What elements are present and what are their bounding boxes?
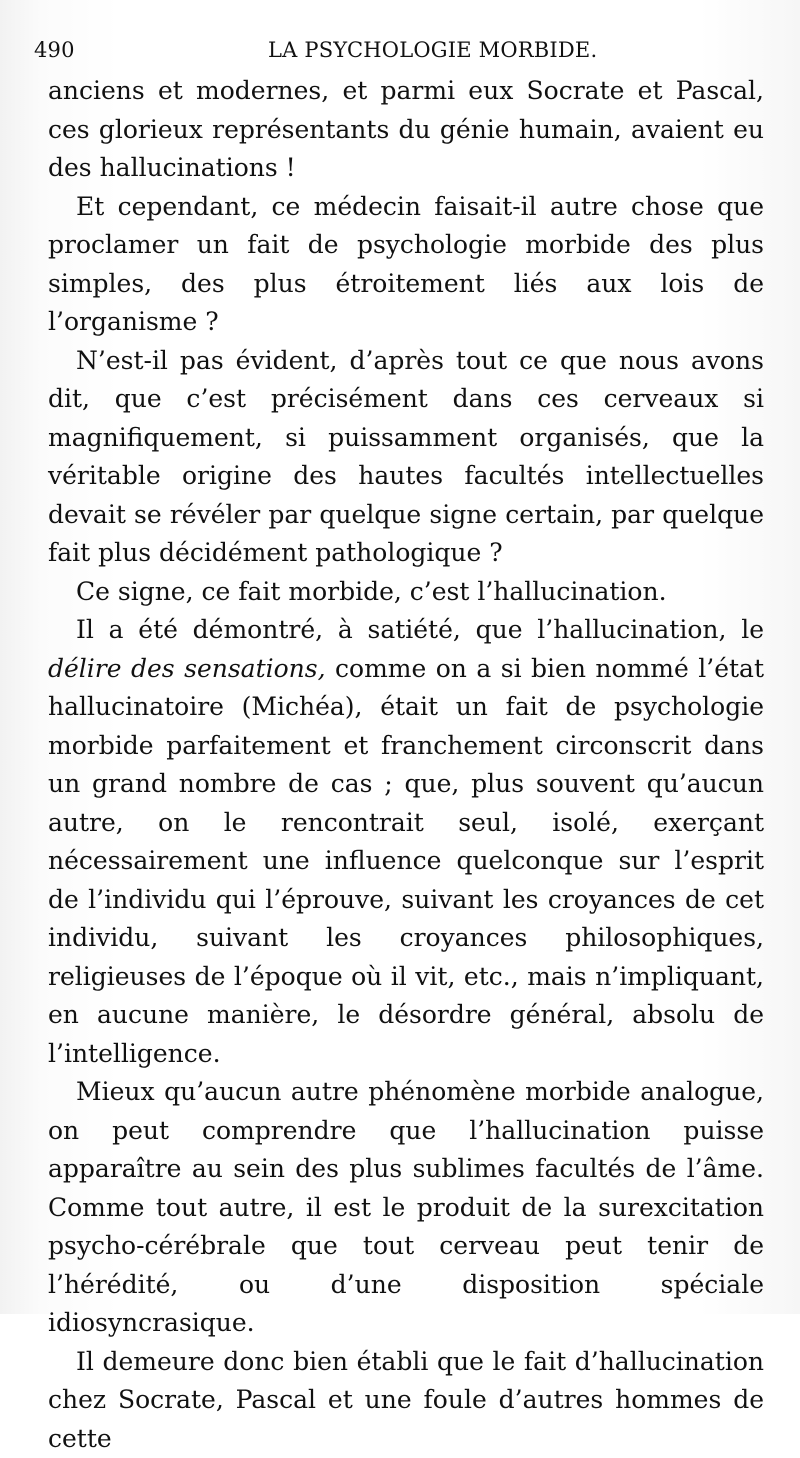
- paragraph-text-start: Il a été démontré, à satiété, que l’hallucination, le: [76, 615, 764, 644]
- paragraph: Mieux qu’aucun autre phénomène morbide analogue, on peut comprendre que l’hallucination puisse apparaître au sein des plus sublimes facultés de l’âme. Comme tout autre, il est le produit de la surexcitation psycho-cérébrale que tout cerveau peut tenir de l’hérédité, ou d’une disposition spéciale idiosyncrasique.: [48, 1073, 764, 1343]
- paragraph: N’est-il pas évident, d’après tout ce que nous avons dit, que c’est précisément dans ces cerveaux si magnifiquement, si puissamment organisés, que la véritable origine des hautes facultés intellectuelles devait se révéler par quelque signe certain, par quelque fait plus décidément pathologique ?: [48, 342, 764, 573]
- paragraph-text-end: comme on a si bien nommé l’état hallucinatoire (Michéa), était un fait de psychologie morbide parfaitement et franchement circonscrit dans un grand nombre de cas ; que, plus souvent qu’aucun autre, on le rencontrait seul, isolé, exerçant nécessairement une influence quelconque sur l’esprit de l’individu qui l’éprouve, suivant les croyances de cet individu, suivant les croyances philosophiques, religieuses de l’époque où il vit, etc., mais n’impliquant, en aucune manière, le désordre général, absolu de l’intelligence.: [48, 654, 764, 1068]
- body-text: [48, 72, 764, 1458]
- paragraph: Ce signe, ce fait morbide, c’est l’hallucination.: [48, 573, 764, 612]
- paragraph: Et cependant, ce médecin faisait-il autre chose que proclamer un fait de psychologie morbide des plus simples, des plus étroitement liés aux lois de l’organisme ?: [48, 188, 764, 342]
- page-header: [34, 38, 764, 68]
- running-head: LA PSYCHOLOGIE MORBIDE.: [268, 38, 597, 62]
- paragraph-continues: Il demeure donc bien établi que le fait d’hallucination chez Socrate, Pascal et une foule d’autres hommes de cette: [48, 1343, 764, 1458]
- page-number: 490: [34, 38, 75, 62]
- paragraph-with-emphasis: [48, 611, 764, 1073]
- paragraph-continuation: anciens et modernes, et parmi eux Socrate et Pascal, ces glorieux représentants du génie humain, avaient eu des hallucinations !: [48, 72, 764, 188]
- italic-emphasis: délire des sensations,: [48, 654, 326, 683]
